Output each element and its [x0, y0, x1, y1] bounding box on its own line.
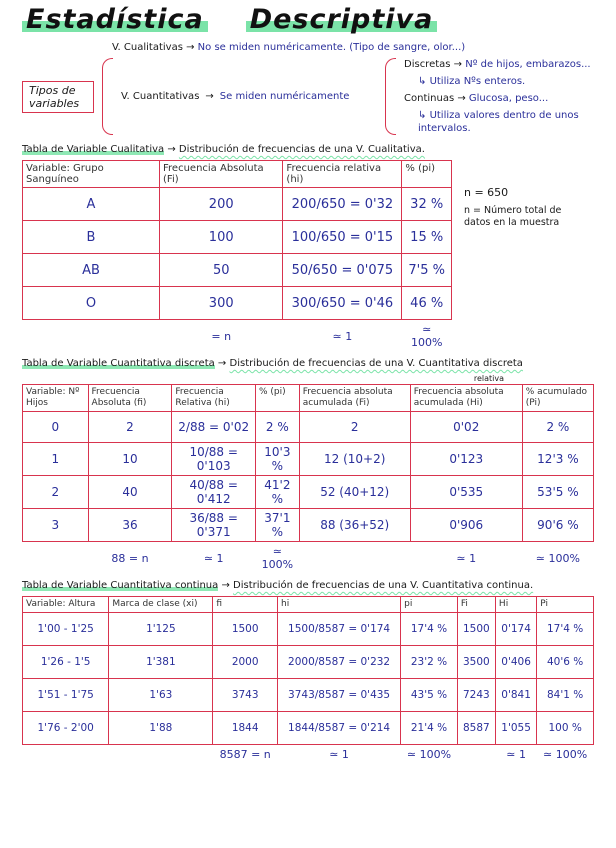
- total: ≃ 100%: [261, 545, 294, 571]
- table-cell: 32 %: [402, 188, 452, 221]
- totals-row: [23, 320, 452, 352]
- table-cell: 300/650 = 0'46: [283, 287, 402, 320]
- table-cell: 2: [88, 412, 172, 443]
- table-cell: 2000/8587 = 0'232: [277, 646, 400, 679]
- table-cell: 7'5 %: [402, 254, 452, 287]
- table-cell: 1'055: [495, 712, 536, 745]
- n-value: n = 650: [464, 186, 509, 199]
- table-cualitativa: [22, 160, 452, 351]
- table-cell: 10: [88, 443, 172, 476]
- tipos-diagram: [22, 58, 594, 135]
- table-cell: 40'6 %: [537, 646, 594, 679]
- table-cell: 53'5 %: [522, 476, 593, 509]
- table-cell: 3500: [457, 646, 495, 679]
- total: 8587 = n: [219, 748, 271, 761]
- cuantitativas-label: V. Cuantitativas → Se miden numéricamente: [121, 91, 350, 102]
- table-row: [23, 476, 594, 509]
- table-cell: 1'51 - 1'75: [23, 679, 109, 712]
- table-cell: 10/88 = 0'103: [172, 443, 256, 476]
- column-header: Frecuencia Absoluta (Fi): [160, 161, 283, 188]
- column-header: % acumulado (Pi): [522, 385, 593, 412]
- table-discreta: [22, 384, 594, 573]
- table-cell: AB: [23, 254, 160, 287]
- table-cell: B: [23, 221, 160, 254]
- column-header: Pi: [537, 597, 594, 613]
- continuas-label: Continuas → Glucosa, peso...: [404, 93, 549, 104]
- column-header: Frecuencia Absoluta (fi): [88, 385, 172, 412]
- table-row: [23, 712, 594, 745]
- column-header: Frecuencia absoluta acumulada (Fi): [299, 385, 410, 412]
- relativa-note: relativa: [473, 374, 504, 383]
- column-header: pi: [401, 597, 458, 613]
- table-cell: 0'406: [495, 646, 536, 679]
- table-cell: 88 (36+52): [299, 509, 410, 542]
- table-cell: 12'3 %: [522, 443, 593, 476]
- column-header: Variable: Grupo Sanguíneo: [23, 161, 160, 188]
- table-cell: 12 (10+2): [299, 443, 410, 476]
- table-cell: 1844: [213, 712, 278, 745]
- column-header: Variable: Nº Hijos: [23, 385, 89, 412]
- total: ≃ 1: [203, 551, 224, 565]
- table-row: [23, 287, 452, 320]
- table-row: [23, 254, 452, 287]
- table-cell: 37'1 %: [256, 509, 300, 542]
- total: ≃ 100%: [406, 748, 452, 761]
- total: ≃ 100%: [410, 323, 443, 349]
- n-notes: [464, 160, 584, 235]
- empty-cell: [299, 542, 410, 574]
- table-cell: 0'123: [410, 443, 522, 476]
- column-header: hi: [277, 597, 400, 613]
- table-cell: 10'3 %: [256, 443, 300, 476]
- column-header: % (pi): [256, 385, 300, 412]
- table-cell: 2: [23, 476, 89, 509]
- header-row: [23, 385, 594, 412]
- table-cell: 200/650 = 0'32: [283, 188, 402, 221]
- table-cell: 0'174: [495, 613, 536, 646]
- header-row: [23, 597, 594, 613]
- table-cell: 40/88 = 0'412: [172, 476, 256, 509]
- page-title: Estadística Descriptiva: [22, 4, 594, 35]
- table-cell: 1500: [213, 613, 278, 646]
- empty-cell: [23, 320, 160, 352]
- empty-cell: [23, 745, 109, 764]
- total: ≃ 100%: [535, 551, 580, 565]
- table-row: [23, 646, 594, 679]
- table-cell: 23'2 %: [401, 646, 458, 679]
- table-cell: 2/88 = 0'02: [172, 412, 256, 443]
- table-cell: 2 %: [256, 412, 300, 443]
- total: 88 = n: [111, 551, 149, 565]
- table-cell: 0: [23, 412, 89, 443]
- total: ≃ 1: [329, 748, 349, 761]
- table-cell: 1'76 - 2'00: [23, 712, 109, 745]
- table-cell: 0'906: [410, 509, 522, 542]
- table-cell: 1'125: [109, 613, 213, 646]
- column-header: Frecuencia relativa (hi): [283, 161, 402, 188]
- table-cell: 2 %: [522, 412, 593, 443]
- table-cell: 1844/8587 = 0'214: [277, 712, 400, 745]
- discretas-note: ↳ Utiliza Nºs enteros.: [418, 76, 526, 87]
- cuantitativas-types: [404, 58, 594, 135]
- column-header: % (pi): [402, 161, 452, 188]
- table-cell: 21'4 %: [401, 712, 458, 745]
- table-cell: 36: [88, 509, 172, 542]
- table1-heading: Tabla de Variable Cualitativa → Distribución de frecuencias de una V. Cualitativa.: [22, 144, 425, 155]
- cualitativas-label: V. Cualitativas → No se miden numéricamente. (Tipo de sangre, olor...): [112, 42, 466, 53]
- table-cell: 3743/8587 = 0'435: [277, 679, 400, 712]
- table-cell: 2000: [213, 646, 278, 679]
- table-cell: 1'26 - 1'5: [23, 646, 109, 679]
- column-header: fi: [213, 597, 278, 613]
- table-cell: 3: [23, 509, 89, 542]
- table-row: [23, 509, 594, 542]
- column-header: Frecuencia Relativa (hi): [172, 385, 256, 412]
- column-header: Fi: [457, 597, 495, 613]
- table-row: [23, 221, 452, 254]
- table-cell: 1'88: [109, 712, 213, 745]
- table-cell: 3743: [213, 679, 278, 712]
- table-row: [23, 412, 594, 443]
- table-cell: 15 %: [402, 221, 452, 254]
- table-cell: 1500: [457, 613, 495, 646]
- table-cell: 8587: [457, 712, 495, 745]
- table-row: [23, 613, 594, 646]
- table-cell: 100/650 = 0'15: [283, 221, 402, 254]
- column-header: Variable: Altura: [23, 597, 109, 613]
- totals-row: [23, 745, 594, 764]
- continuas-note: ↳ Utiliza valores dentro de unos intervalos.: [418, 110, 579, 134]
- table-cell: 100 %: [537, 712, 594, 745]
- discretas-label: Discretas → Nº de hijos, embarazos...: [404, 59, 591, 70]
- table-cell: 1: [23, 443, 89, 476]
- brace-line: [385, 58, 396, 135]
- totals-row: [23, 542, 594, 574]
- table-cell: 200: [160, 188, 283, 221]
- n-definition: n = Número total de datos en la muestra: [464, 205, 562, 228]
- table-cell: O: [23, 287, 160, 320]
- table-cell: 0'841: [495, 679, 536, 712]
- table-cell: 2: [299, 412, 410, 443]
- table-cell: 100: [160, 221, 283, 254]
- total: ≃ 100%: [543, 748, 588, 761]
- table-cell: 40: [88, 476, 172, 509]
- table-cell: 300: [160, 287, 283, 320]
- table-cell: A: [23, 188, 160, 221]
- brace-line: [102, 58, 113, 135]
- table-cell: 0'535: [410, 476, 522, 509]
- table-cell: 41'2 %: [256, 476, 300, 509]
- table-cell: 46 %: [402, 287, 452, 320]
- total: ≃ 1: [506, 748, 526, 761]
- column-header: Marca de clase (xi): [109, 597, 213, 613]
- table-cell: 52 (40+12): [299, 476, 410, 509]
- header-row: [23, 161, 452, 188]
- total: ≃ 1: [332, 329, 353, 343]
- table-cell: 1'63: [109, 679, 213, 712]
- tipos-box: Tipos de variables: [22, 81, 94, 113]
- table-cell: 36/88 = 0'371: [172, 509, 256, 542]
- table3-heading: Tabla de Variable Cuantitativa continua → Distribución de frecuencias de una V. Cuantitativa continua.: [22, 580, 534, 591]
- table-row: [23, 188, 452, 221]
- column-header: Frecuencia absoluta acumulada (Hi): [410, 385, 522, 412]
- table-cell: 50: [160, 254, 283, 287]
- empty-cell: [109, 745, 213, 764]
- total: ≃ 1: [456, 551, 477, 565]
- table-cell: 1'00 - 1'25: [23, 613, 109, 646]
- table-cell: 50/650 = 0'075: [283, 254, 402, 287]
- table-cell: 1500/8587 = 0'174: [277, 613, 400, 646]
- table-cell: 90'6 %: [522, 509, 593, 542]
- table-cell: 17'4 %: [401, 613, 458, 646]
- table-row: [23, 443, 594, 476]
- table-continua: [22, 596, 594, 763]
- table-cell: 1'381: [109, 646, 213, 679]
- table2-heading: Tabla de Variable Cuantitativa discreta → Distribución de frecuencias de una V. Cuantitativa discreta: [22, 358, 523, 369]
- table-cell: 84'1 %: [537, 679, 594, 712]
- table-cell: 43'5 %: [401, 679, 458, 712]
- empty-cell: [457, 745, 495, 764]
- empty-cell: [23, 542, 89, 574]
- table-cell: 17'4 %: [537, 613, 594, 646]
- column-header: Hi: [495, 597, 536, 613]
- table-cell: 0'02: [410, 412, 522, 443]
- table-row: [23, 679, 594, 712]
- total: = n: [211, 329, 232, 343]
- table-cell: 7243: [457, 679, 495, 712]
